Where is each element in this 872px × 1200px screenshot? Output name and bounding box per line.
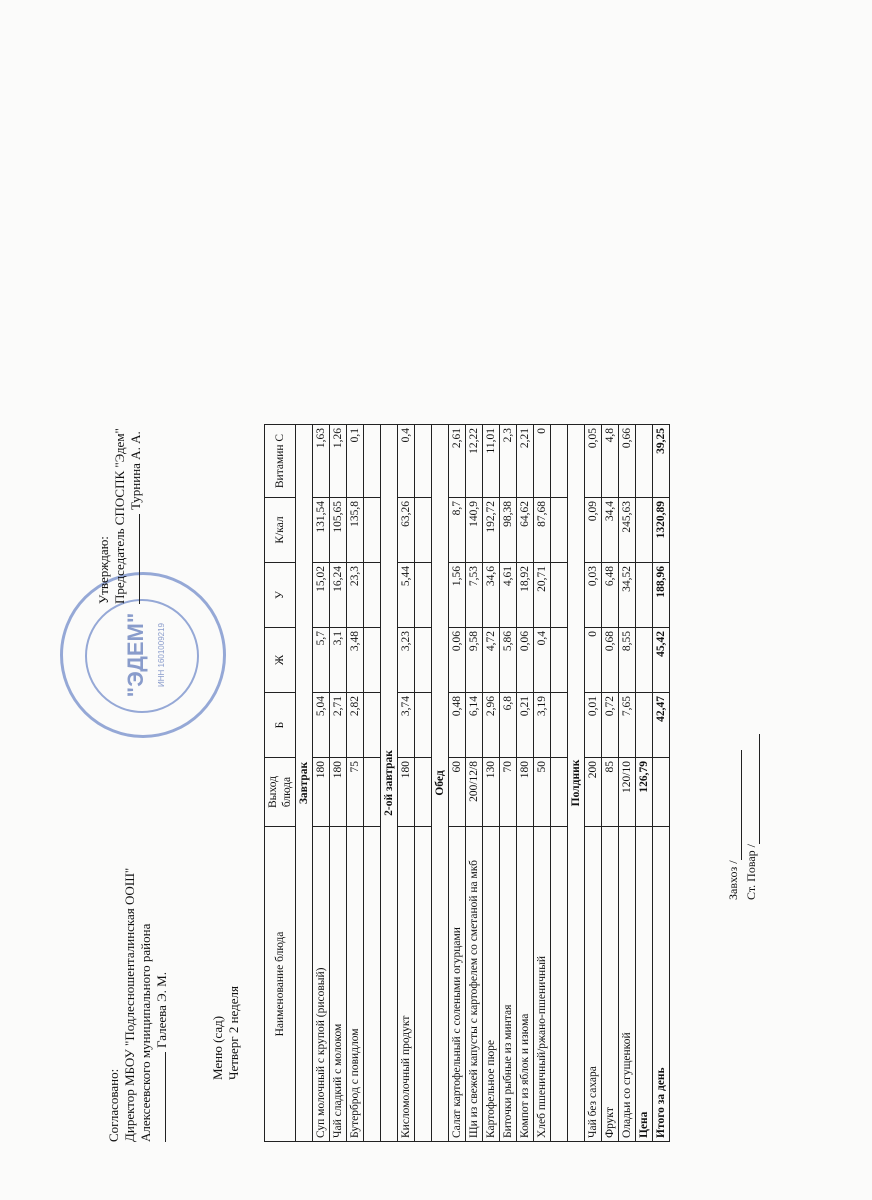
value-cell: 126,79 [636, 758, 653, 827]
value-cell: 87,68 [534, 498, 551, 563]
value-cell: 0,03 [585, 563, 602, 628]
value-cell: 4,8 [602, 425, 619, 498]
table-row [517, 425, 534, 1142]
confirm-signature-line [139, 514, 140, 604]
approval-block [106, 868, 170, 1142]
menu-title-block [210, 986, 242, 1080]
dish-name-cell: Итого за день [653, 827, 670, 1142]
dish-name-cell: Бутерброд с повидлом [347, 827, 364, 1142]
table-row [347, 425, 364, 1142]
value-cell [636, 425, 653, 498]
value-cell: 0,48 [449, 693, 466, 758]
value-cell [364, 758, 381, 827]
value-cell: 1,63 [313, 425, 330, 498]
dish-name-cell [415, 827, 432, 1142]
value-cell [551, 563, 568, 628]
value-cell: 42,47 [653, 693, 670, 758]
value-cell: 16,24 [330, 563, 347, 628]
table-row [483, 425, 500, 1142]
col-header: Витамин С [265, 425, 296, 498]
value-cell [551, 498, 568, 563]
approval-signature-line [165, 1052, 166, 1142]
menu-title: Меню (сад) [210, 1015, 225, 1080]
value-cell: 0,4 [398, 425, 415, 498]
value-cell: 3,23 [398, 628, 415, 693]
value-cell: 3,19 [534, 693, 551, 758]
value-cell [415, 758, 432, 827]
value-cell: 1,56 [449, 563, 466, 628]
value-cell: 120/10 [619, 758, 636, 827]
value-cell: 135,8 [347, 498, 364, 563]
value-cell: 7,65 [619, 693, 636, 758]
value-cell [364, 563, 381, 628]
value-cell: 0 [534, 425, 551, 498]
table-row [415, 425, 432, 1142]
dish-name-cell: Цена [636, 827, 653, 1142]
chef-label: Ст. Повар / [744, 843, 758, 900]
menu-subtitle: Четверг 2 неделя [226, 986, 241, 1080]
dish-name-cell: Картофельное пюре [483, 827, 500, 1142]
menu-table [264, 424, 670, 1142]
value-cell [551, 758, 568, 827]
value-cell: 131,54 [313, 498, 330, 563]
value-cell: 0,06 [449, 628, 466, 693]
value-cell: 34,52 [619, 563, 636, 628]
value-cell [364, 425, 381, 498]
value-cell: 0,72 [602, 693, 619, 758]
storekeeper-signature-line [727, 750, 742, 860]
chef-signature-line [745, 734, 760, 844]
value-cell: 5,86 [500, 628, 517, 693]
table-row [551, 425, 568, 1142]
dish-name-cell [551, 827, 568, 1142]
value-cell: 15,02 [313, 563, 330, 628]
table-row [466, 425, 483, 1142]
section-title: Завтрак [296, 425, 313, 1142]
value-cell [636, 563, 653, 628]
value-cell: 0 [585, 628, 602, 693]
approval-line1: Директор МБОУ "Подлесношенталинская ООШ" [122, 867, 137, 1142]
value-cell: 2,71 [330, 693, 347, 758]
value-cell: 245,63 [619, 498, 636, 563]
value-cell: 1,26 [330, 425, 347, 498]
value-cell: 4,72 [483, 628, 500, 693]
value-cell [364, 628, 381, 693]
value-cell: 180 [313, 758, 330, 827]
value-cell: 34,4 [602, 498, 619, 563]
value-cell: 180 [330, 758, 347, 827]
value-cell: 60 [449, 758, 466, 827]
value-cell: 20,71 [534, 563, 551, 628]
value-cell: 3,1 [330, 628, 347, 693]
section-title: Обед [432, 425, 449, 1142]
table-body [296, 425, 670, 1142]
value-cell: 75 [347, 758, 364, 827]
col-header: К/кал [265, 498, 296, 563]
col-header: У [265, 563, 296, 628]
value-cell: 34,6 [483, 563, 500, 628]
table-row [330, 425, 347, 1142]
confirm-label: Утверждаю: [96, 536, 111, 604]
dish-name-cell: Суп молочный с крупой (рисовый) [313, 827, 330, 1142]
dish-name-cell: Чай сладкий с молоком [330, 827, 347, 1142]
col-header: Ж [265, 628, 296, 693]
table-row [449, 425, 466, 1142]
dish-name-cell: Биточки рыбные из минтая [500, 827, 517, 1142]
value-cell: 105,65 [330, 498, 347, 563]
value-cell: 3,74 [398, 693, 415, 758]
value-cell [636, 628, 653, 693]
table-row [619, 425, 636, 1142]
dish-name-cell: Щи из свежей капусты с картофелем со сметаной на мкб [466, 827, 483, 1142]
confirm-block [96, 428, 144, 604]
approval-label: Согласовано: [106, 1068, 121, 1142]
value-cell: 180 [398, 758, 415, 827]
value-cell: 2,21 [517, 425, 534, 498]
section-row [568, 425, 585, 1142]
value-cell: 2,3 [500, 425, 517, 498]
value-cell: 0,05 [585, 425, 602, 498]
dish-name-cell: Оладьи со сгущенкой [619, 827, 636, 1142]
value-cell [415, 628, 432, 693]
value-cell: 11,01 [483, 425, 500, 498]
table-row [398, 425, 415, 1142]
value-cell [636, 498, 653, 563]
value-cell: 0,4 [534, 628, 551, 693]
value-cell: 0,09 [585, 498, 602, 563]
value-cell: 200 [585, 758, 602, 827]
value-cell [364, 498, 381, 563]
dish-name-cell: Хлеб пшеничный/ржано-пшеничный [534, 827, 551, 1142]
dish-name-cell: Кисломолочный продукт [398, 827, 415, 1142]
dish-name-cell: Фрукт [602, 827, 619, 1142]
value-cell: 180 [517, 758, 534, 827]
value-cell: 2,61 [449, 425, 466, 498]
confirm-line1: Председатель СПОСПК "Эдем" [112, 428, 127, 604]
col-header: Выход блюда [265, 758, 296, 827]
table-row [534, 425, 551, 1142]
col-header: Б [265, 693, 296, 758]
table-header-row [265, 425, 296, 1142]
value-cell: 1320,89 [653, 498, 670, 563]
value-cell: 70 [500, 758, 517, 827]
table-row [313, 425, 330, 1142]
value-cell: 2,96 [483, 693, 500, 758]
value-cell [551, 425, 568, 498]
table-row [364, 425, 381, 1142]
value-cell [415, 563, 432, 628]
value-cell: 50 [534, 758, 551, 827]
value-cell: 6,48 [602, 563, 619, 628]
value-cell: 9,58 [466, 628, 483, 693]
value-cell: 0,1 [347, 425, 364, 498]
value-cell: 130 [483, 758, 500, 827]
stamp-text: "ЭДЕМ" [123, 612, 148, 698]
stamp-inn: ИНН 1601009219 [157, 622, 166, 688]
value-cell: 7,53 [466, 563, 483, 628]
approval-name: Галеева Э. М. [154, 972, 169, 1048]
value-cell: 23,3 [347, 563, 364, 628]
value-cell [636, 693, 653, 758]
value-cell: 0,66 [619, 425, 636, 498]
section-row [296, 425, 313, 1142]
value-cell: 5,7 [313, 628, 330, 693]
section-title: Полдник [568, 425, 585, 1142]
value-cell: 63,26 [398, 498, 415, 563]
table-row [500, 425, 517, 1142]
table-row [602, 425, 619, 1142]
value-cell: 85 [602, 758, 619, 827]
value-cell: 4,61 [500, 563, 517, 628]
value-cell: 98,38 [500, 498, 517, 563]
value-cell: 140,9 [466, 498, 483, 563]
value-cell: 5,04 [313, 693, 330, 758]
total-row [653, 425, 670, 1142]
value-cell: 192,72 [483, 498, 500, 563]
value-cell: 18,92 [517, 563, 534, 628]
dish-name-cell: Компот из яблок и изюма [517, 827, 534, 1142]
value-cell: 8,55 [619, 628, 636, 693]
value-cell: 45,42 [653, 628, 670, 693]
approval-line2: Алексеевского муниципального района [138, 923, 153, 1142]
value-cell: 0,06 [517, 628, 534, 693]
col-header: Наименование блюда [265, 827, 296, 1142]
value-cell [415, 425, 432, 498]
value-cell: 8,7 [449, 498, 466, 563]
value-cell: 64,62 [517, 498, 534, 563]
dish-name-cell [364, 827, 381, 1142]
value-cell [551, 693, 568, 758]
value-cell: 6,8 [500, 693, 517, 758]
section-row [381, 425, 398, 1142]
confirm-name: Турнина А. А. [128, 431, 143, 510]
signature-block [724, 734, 760, 900]
table-row [636, 425, 653, 1142]
value-cell: 2,82 [347, 693, 364, 758]
table-row [585, 425, 602, 1142]
value-cell [653, 758, 670, 827]
value-cell [551, 628, 568, 693]
value-cell: 5,44 [398, 563, 415, 628]
section-row [432, 425, 449, 1142]
storekeeper-label: Завхоз / [726, 860, 740, 900]
value-cell: 3,48 [347, 628, 364, 693]
dish-name-cell: Чай без сахара [585, 827, 602, 1142]
value-cell: 12,22 [466, 425, 483, 498]
value-cell: 188,96 [653, 563, 670, 628]
value-cell [415, 693, 432, 758]
value-cell [364, 693, 381, 758]
value-cell: 200/12/8 [466, 758, 483, 827]
value-cell: 6,14 [466, 693, 483, 758]
dish-name-cell: Салат картофельный с солеными огурцами [449, 827, 466, 1142]
value-cell: 0,21 [517, 693, 534, 758]
value-cell [415, 498, 432, 563]
section-title: 2-ой завтрак [381, 425, 398, 1142]
value-cell: 0,68 [602, 628, 619, 693]
value-cell: 0,01 [585, 693, 602, 758]
value-cell: 39,25 [653, 425, 670, 498]
